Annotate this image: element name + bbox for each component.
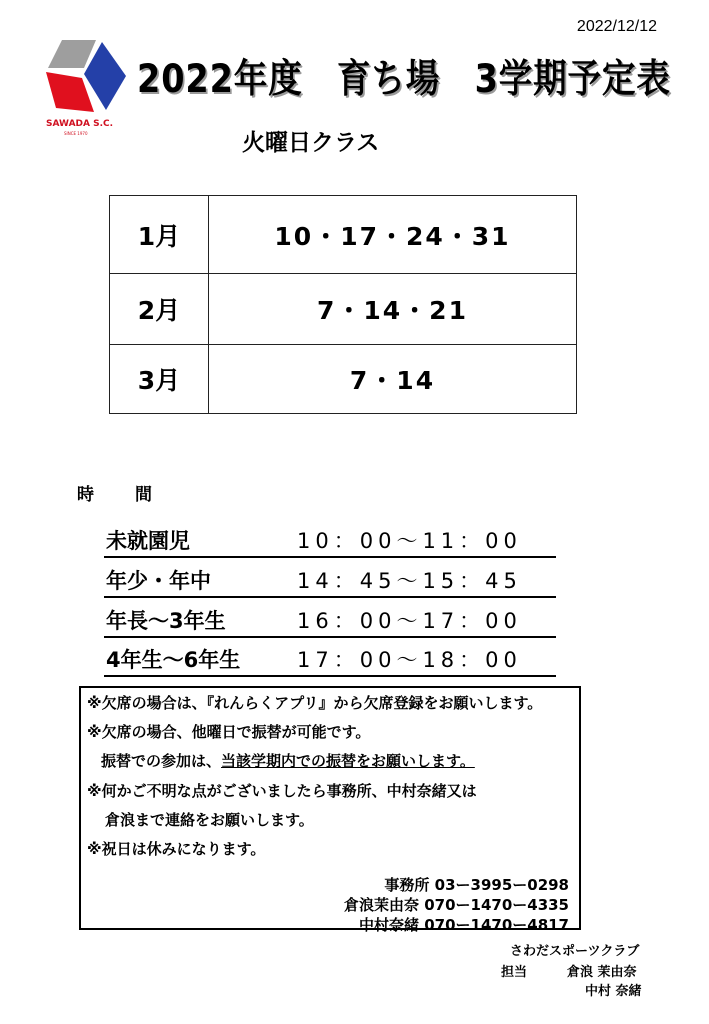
time-heading: 時 間 xyxy=(77,485,164,505)
sawada-logo xyxy=(44,38,128,148)
contact-office: 事務所 03ー3995ー0298 xyxy=(384,876,569,894)
note-absence-app: ※欠席の場合は、『れんらくアプリ』から欠席登録をお願いします。 xyxy=(87,694,543,712)
time-row-time: 10：00～11：00 xyxy=(297,529,522,553)
page-subtitle: 火曜日クラス xyxy=(242,130,380,156)
staff-line xyxy=(501,961,637,980)
schedule-table xyxy=(109,195,577,414)
time-row-label: 年長～3年生 xyxy=(106,609,226,633)
note-makeup: ※欠席の場合、他曜日で振替が可能です。 xyxy=(87,723,371,741)
notes-box xyxy=(79,686,581,934)
contact-nakamura: 中村奈緒 070ー1470ー4817 xyxy=(358,916,569,934)
page-title: 2022年度 育ち場 3学期予定表 xyxy=(137,57,671,102)
time-row-time: 14：45～15：45 xyxy=(297,569,522,593)
time-row-time: 16：00～17：00 xyxy=(297,609,522,633)
note-inquiry-cont: 倉浪まで連絡をお願いします。 xyxy=(105,811,314,829)
time-row xyxy=(104,603,556,638)
note-inquiry: ※何かご不明な点がございましたら事務所、中村奈緒又は xyxy=(87,782,477,800)
days-cell: 7・14・21 xyxy=(209,274,577,345)
staff-name-kuranami: 倉浪 茉由奈 xyxy=(567,965,637,980)
time-row-label: 年少・年中 xyxy=(106,569,211,593)
club-name: さわだスポーツクラブ xyxy=(510,944,640,959)
table-row xyxy=(110,274,577,345)
staff-name-nakamura: 中村 奈緒 xyxy=(585,984,642,999)
table-row xyxy=(110,345,577,414)
time-row-label: 4年生～6年生 xyxy=(106,648,241,672)
document-date: 2022/12/12 xyxy=(576,18,657,35)
contact-kuranami: 倉浪茉由奈 070ー1470ー4335 xyxy=(343,896,569,914)
month-cell: 3月 xyxy=(110,345,209,414)
time-row xyxy=(104,642,556,677)
note-holiday: ※祝日は休みになります。 xyxy=(87,840,266,858)
days-cell: 7・14 xyxy=(209,345,577,414)
days-cell: 10・17・24・31 xyxy=(209,196,577,274)
note-makeup-rule-underlined: 当該学期内での振替をお願いします。 xyxy=(221,752,475,770)
table-row xyxy=(110,196,577,274)
time-row-label: 未就園児 xyxy=(106,529,190,553)
time-row xyxy=(104,563,556,598)
staff-role: 担当 xyxy=(501,965,528,980)
note-makeup-rule-prefix: 振替での参加は、 xyxy=(101,752,222,770)
time-row xyxy=(104,523,556,558)
logo-since-text: SINCE 1970 xyxy=(64,131,88,136)
month-cell: 1月 xyxy=(110,196,209,274)
note-makeup-rule xyxy=(101,750,475,771)
sawada-logo-icon xyxy=(44,38,128,148)
logo-brand-text: SAWADA S.C. xyxy=(46,119,114,129)
month-cell: 2月 xyxy=(110,274,209,345)
time-row-time: 17：00～18：00 xyxy=(297,648,522,672)
